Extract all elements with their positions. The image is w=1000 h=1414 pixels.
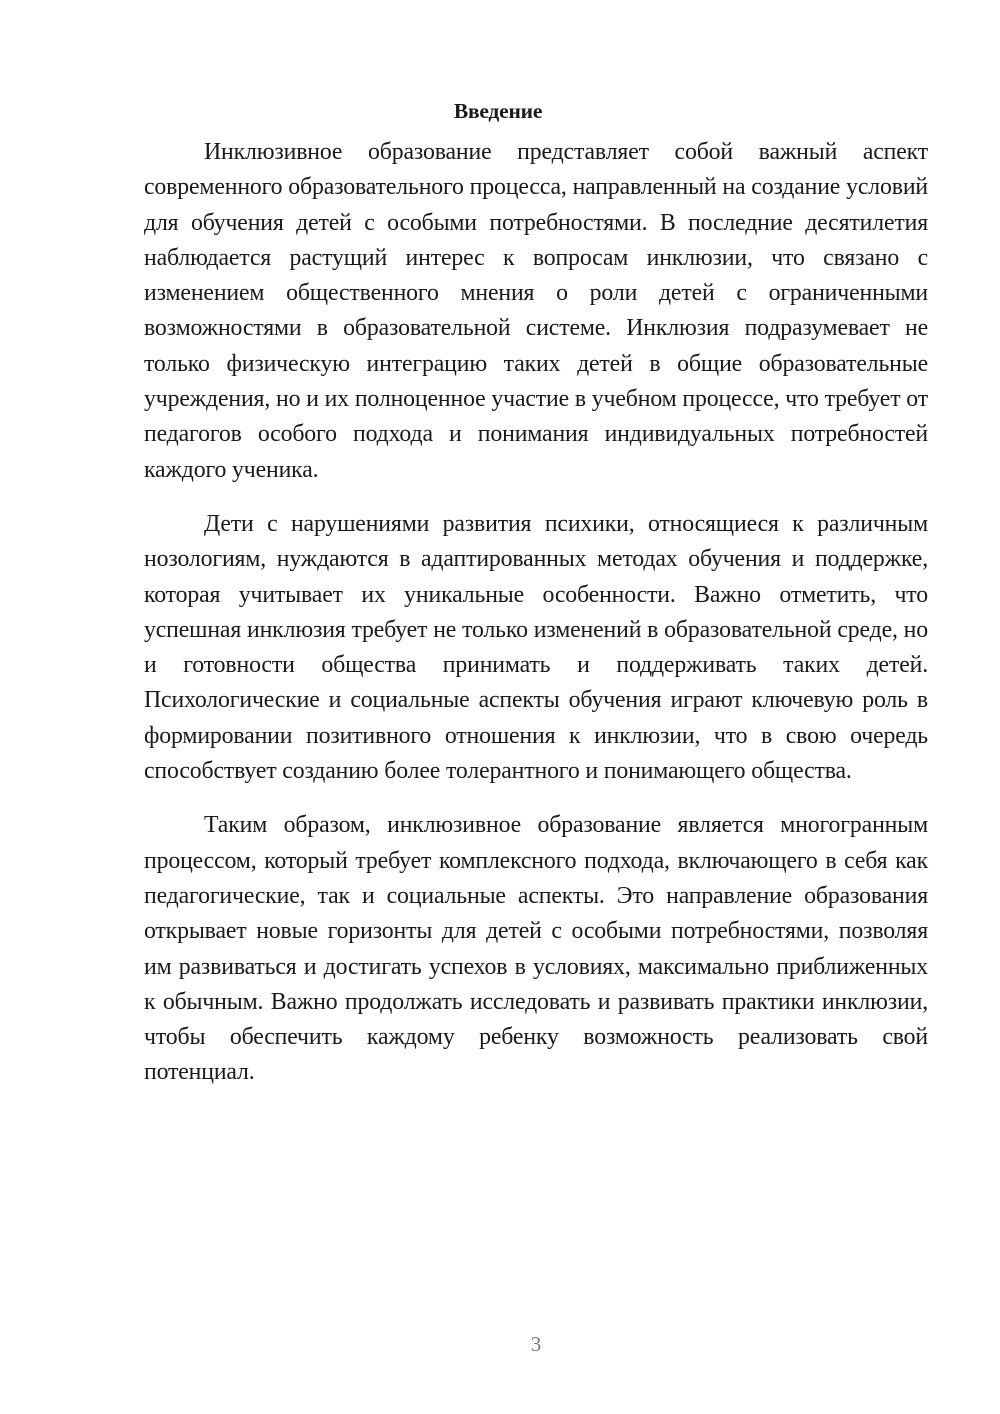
page-content — [144, 96, 928, 1091]
paragraph-2: Дети с нарушениями развития психики, относящиеся к различным нозологиям, нуждаются в адаптированных методах обучения и поддержке, которая учитывает их уникальные особенности. Важно отметить, что успешная инклюзия требует не только изменений в образовательной среде, но и готовности общества принимать и поддерживать таких детей. Психологические и социальные аспекты обучения играют ключевую роль в формировании позитивного отношения к инклюзии, что в свою очередь способствует созданию более толерантного и понимающего общества. — [144, 510, 928, 785]
page-number: 3 — [530, 1332, 542, 1356]
paragraph-3: Таким образом, инклюзивное образование является многогранным процессом, который требует комплексного подхода, включающего в себя как педагогические, так и социальные аспекты. Это направление образования открывает новые горизонты для детей с особыми потребностями, позволяя им развиваться и достигать успехов в условиях, максимально приближенных к обычным. Важно продолжать исследовать и развивать практики инклюзии, чтобы обеспечить каждому ребенку возможность реализовать свой потенциал. — [144, 812, 928, 1086]
paragraph-1: Инклюзивное образование представляет собой важный аспект современного образовательного процесса, направленный на создание условий для обучения детей с особыми потребностями. В последние десятилетия наблюдается растущий интерес к вопросам инклюзии, что связано с изменением общественного мнения о роли детей с ограниченными возможностями в образовательной системе. Инклюзия подразумевает не только физическую интеграцию таких детей в общие образовательные учреждения, но и их полноценное участие в учебном процессе, что требует от педагогов особого подхода и понимания индивидуальных потребностей каждого ученика. — [144, 139, 928, 483]
section-heading: Введение — [453, 99, 543, 123]
